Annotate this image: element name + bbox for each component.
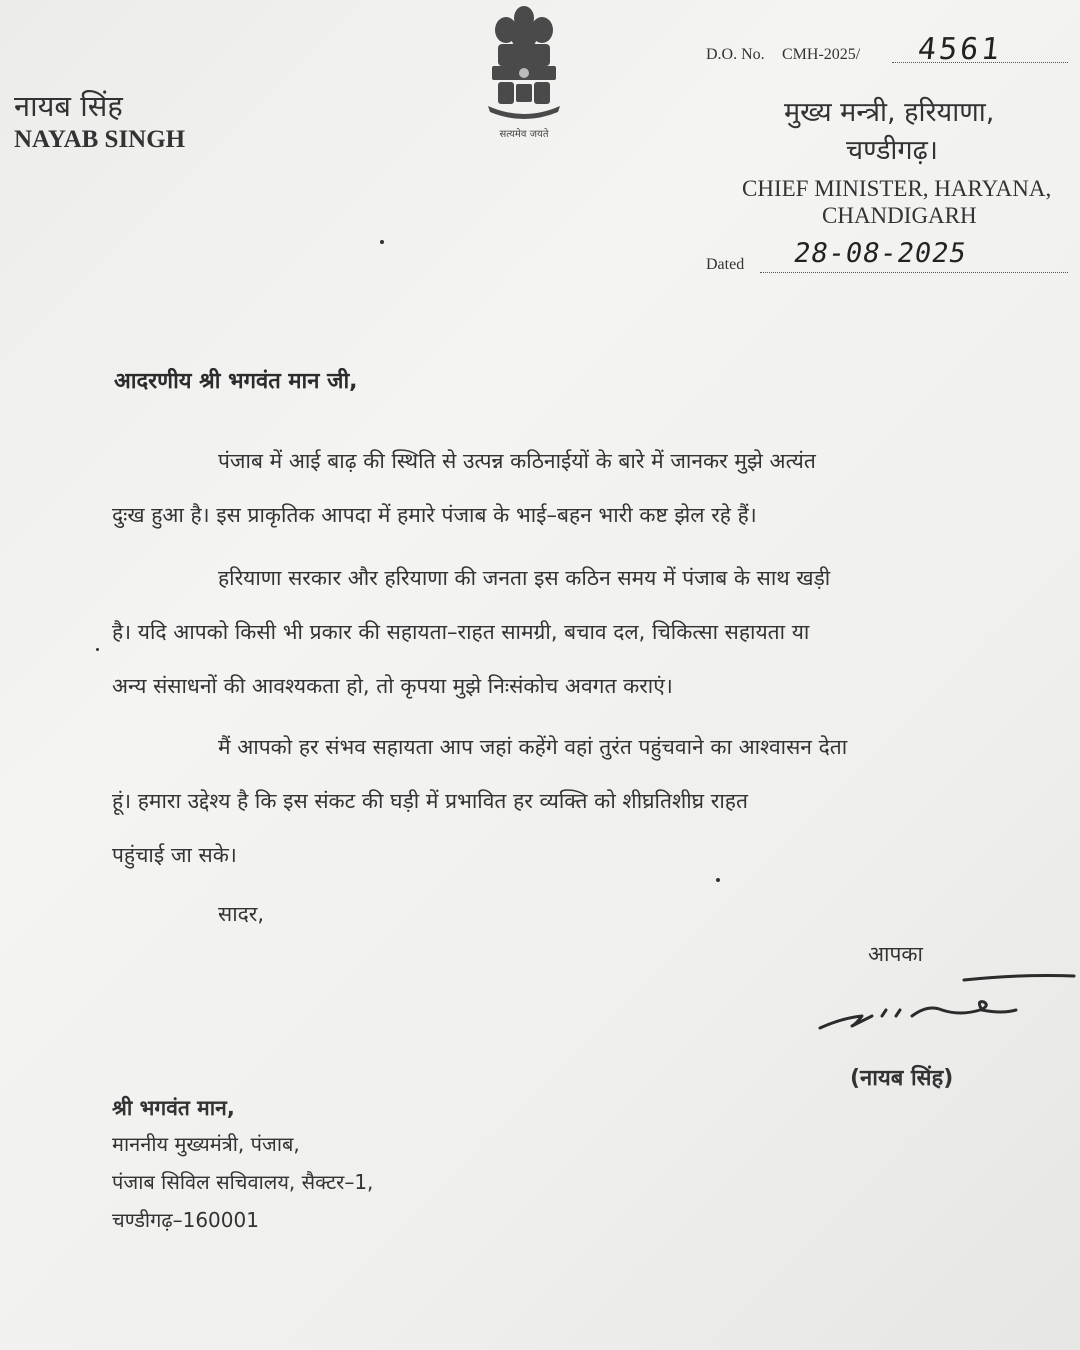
ashoka-emblem-icon [484,0,564,130]
paragraph-line: हरियाणा सरकार और हरियाणा की जनता इस कठिन समय में पंजाब के साथ खड़ी [218,566,831,590]
closing-greeting: सादर, [218,902,265,926]
letter-paragraph [112,434,996,542]
date-handwritten: 28-08-2025 [791,238,970,269]
office-city-english: CHANDIGARH [822,203,977,228]
paragraph-line: मैं आपको हर संभव सहायता आप जहां कहेंगे वहां तुरंत पहुंचवाने का आश्वासन देता [218,735,848,759]
paper-speck [96,648,99,651]
yours-text: आपका [868,942,923,966]
date-line [706,238,1068,276]
salutation: आदरणीय श्री भगवंत मान जी, [114,369,358,394]
reference-prefix: CMH-2025/ [782,46,861,63]
paragraph-line: हूं। हमारा उद्देश्य है कि इस संकट की घड़ी में प्रभावित हर व्यक्ति को शीघ्रतिशीघ्र राहत [112,789,748,813]
recipient-designation: माननीय मुख्यमंत्री, पंजाब, [112,1132,300,1156]
paragraph-line: पहुंचाई जा सके। [112,843,237,867]
paper-speck [380,240,384,244]
emblem-motto: सत्यमेव जयते [499,129,549,140]
reference-number-line [706,32,1068,70]
paragraph-line: पंजाब में आई बाढ़ की स्थिति से उत्पन्न कठिनाईयों के बारे में जानकर मुझे अत्यंत [218,449,816,473]
recipient-city: चण्डीगढ़–160001 [112,1208,259,1232]
paper-speck [716,878,720,882]
sender-name-hindi: नायब सिंह [14,89,123,123]
signatory-name: (नायब सिंह) [850,1066,954,1091]
paragraph-line: अन्य संसाधनों की आवश्यकता हो, तो कृपया मुझे निःसंकोच अवगत कराएं। [112,674,673,698]
date-dotted-line [760,272,1068,273]
office-city-hindi: चण्डीगढ़। [846,135,939,166]
paragraph-line: दुःख हुआ है। इस प्राकृतिक आपदा में हमारे पंजाब के भाई–बहन भारी कष्ट झेल रहे हैं। [112,503,757,527]
office-title-english: CHIEF MINISTER, HARYANA, [742,176,1052,201]
letter-paragraph [112,551,996,713]
letter-paragraph [112,720,996,882]
recipient-name: श्री भगवंत मान, [112,1096,235,1120]
reference-number-handwritten: 4561 [916,32,1005,67]
office-title-hindi: मुख्य मन्त्री, हरियाणा, [784,97,995,128]
reference-label: D.O. No. [706,46,765,63]
handwritten-signature [812,966,1078,1036]
paragraph-line: है। यदि आपको किसी भी प्रकार की सहायता–राहत सामग्री, बचाव दल, चिकित्सा सहायता या [112,620,810,644]
sender-name-english: NAYAB SINGH [14,126,186,153]
date-label: Dated [706,256,745,273]
recipient-address: पंजाब सिविल सचिवालय, सैक्टर–1, [112,1170,374,1194]
